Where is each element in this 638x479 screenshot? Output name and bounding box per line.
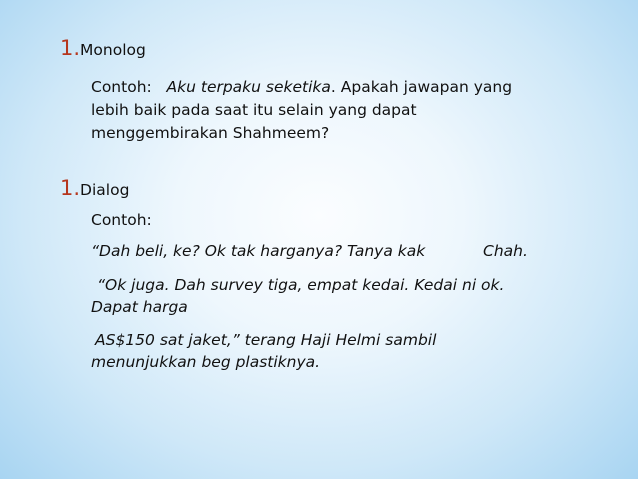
heading-monolog xyxy=(60,38,146,60)
dialog-line: Dapat harga xyxy=(91,298,188,316)
dialog-line: Chah. xyxy=(483,242,528,260)
example-prefix: Contoh: xyxy=(91,78,152,96)
example-italic-quote: Aku terpaku seketika xyxy=(166,78,331,96)
heading-label: Monolog xyxy=(80,41,146,59)
monolog-example-line-3: menggembirakan Shahmeem? xyxy=(91,124,330,142)
example-text: . Apakah jawapan yang xyxy=(330,78,513,96)
dialog-line: AS$150 sat jaket,” terang Haji Helmi sambil xyxy=(95,331,437,349)
dialog-line: “Ok juga. Dah survey tiga, empat kedai. Kedai ni ok. xyxy=(97,276,505,294)
dialog-line: menunjukkan beg plastiknya. xyxy=(91,353,321,371)
list-number: 1. xyxy=(60,36,81,60)
monolog-example-line-1 xyxy=(91,76,512,99)
heading-label: Dialog xyxy=(80,181,130,199)
list-number: 1. xyxy=(60,176,81,200)
heading-dialog xyxy=(60,178,129,200)
dialog-example-prefix: Contoh: xyxy=(91,211,152,229)
monolog-example-line-2: lebih baik pada saat itu selain yang dapat xyxy=(91,101,417,119)
dialog-line: “Dah beli, ke? Ok tak harganya? Tanya kak xyxy=(91,242,426,260)
